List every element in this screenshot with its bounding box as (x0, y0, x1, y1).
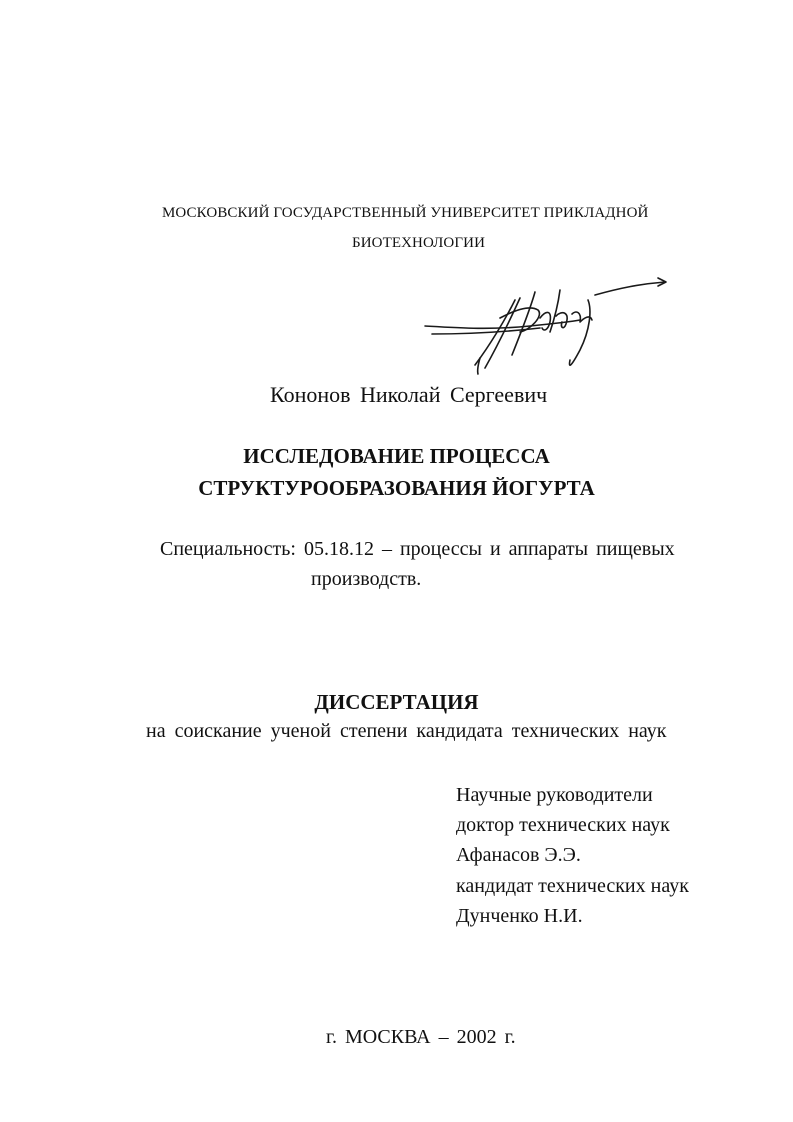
supervisor-1-degree: доктор технических наук (456, 814, 670, 836)
thesis-title-line-1: ИССЛЕДОВАНИЕ ПРОЦЕССА (243, 444, 550, 468)
dissertation-subtitle: на соискание ученой степени кандидата технических наук (146, 720, 667, 742)
author-name: Кононов Николай Сергеевич (270, 382, 548, 407)
supervisor-1-name: Афанасов Э.Э. (456, 844, 581, 866)
specialty-line-2: производств. (311, 568, 422, 590)
university-name-line-2: БИОТЕХНОЛОГИИ (352, 235, 485, 251)
university-name-line-1: МОСКОВСКИЙ ГОСУДАРСТВЕННЫЙ УНИВЕРСИТЕТ ПРИКЛАДНОЙ (162, 205, 649, 221)
city-and-year: г. МОСКВА – 2002 г. (326, 1026, 516, 1048)
thesis-title-line-2: СТРУКТУРООБРАЗОВАНИЯ ЙОГУРТА (198, 476, 595, 500)
handwritten-signature (420, 270, 670, 380)
specialty-line-1: Специальность: 05.18.12 – процессы и аппараты пищевых (160, 538, 675, 560)
supervisor-2-degree: кандидат технических наук (456, 875, 689, 897)
supervisors-heading: Научные руководители (456, 784, 653, 806)
dissertation-heading: ДИССЕРТАЦИЯ (314, 690, 479, 714)
supervisor-2-name: Дунченко Н.И. (456, 905, 583, 927)
